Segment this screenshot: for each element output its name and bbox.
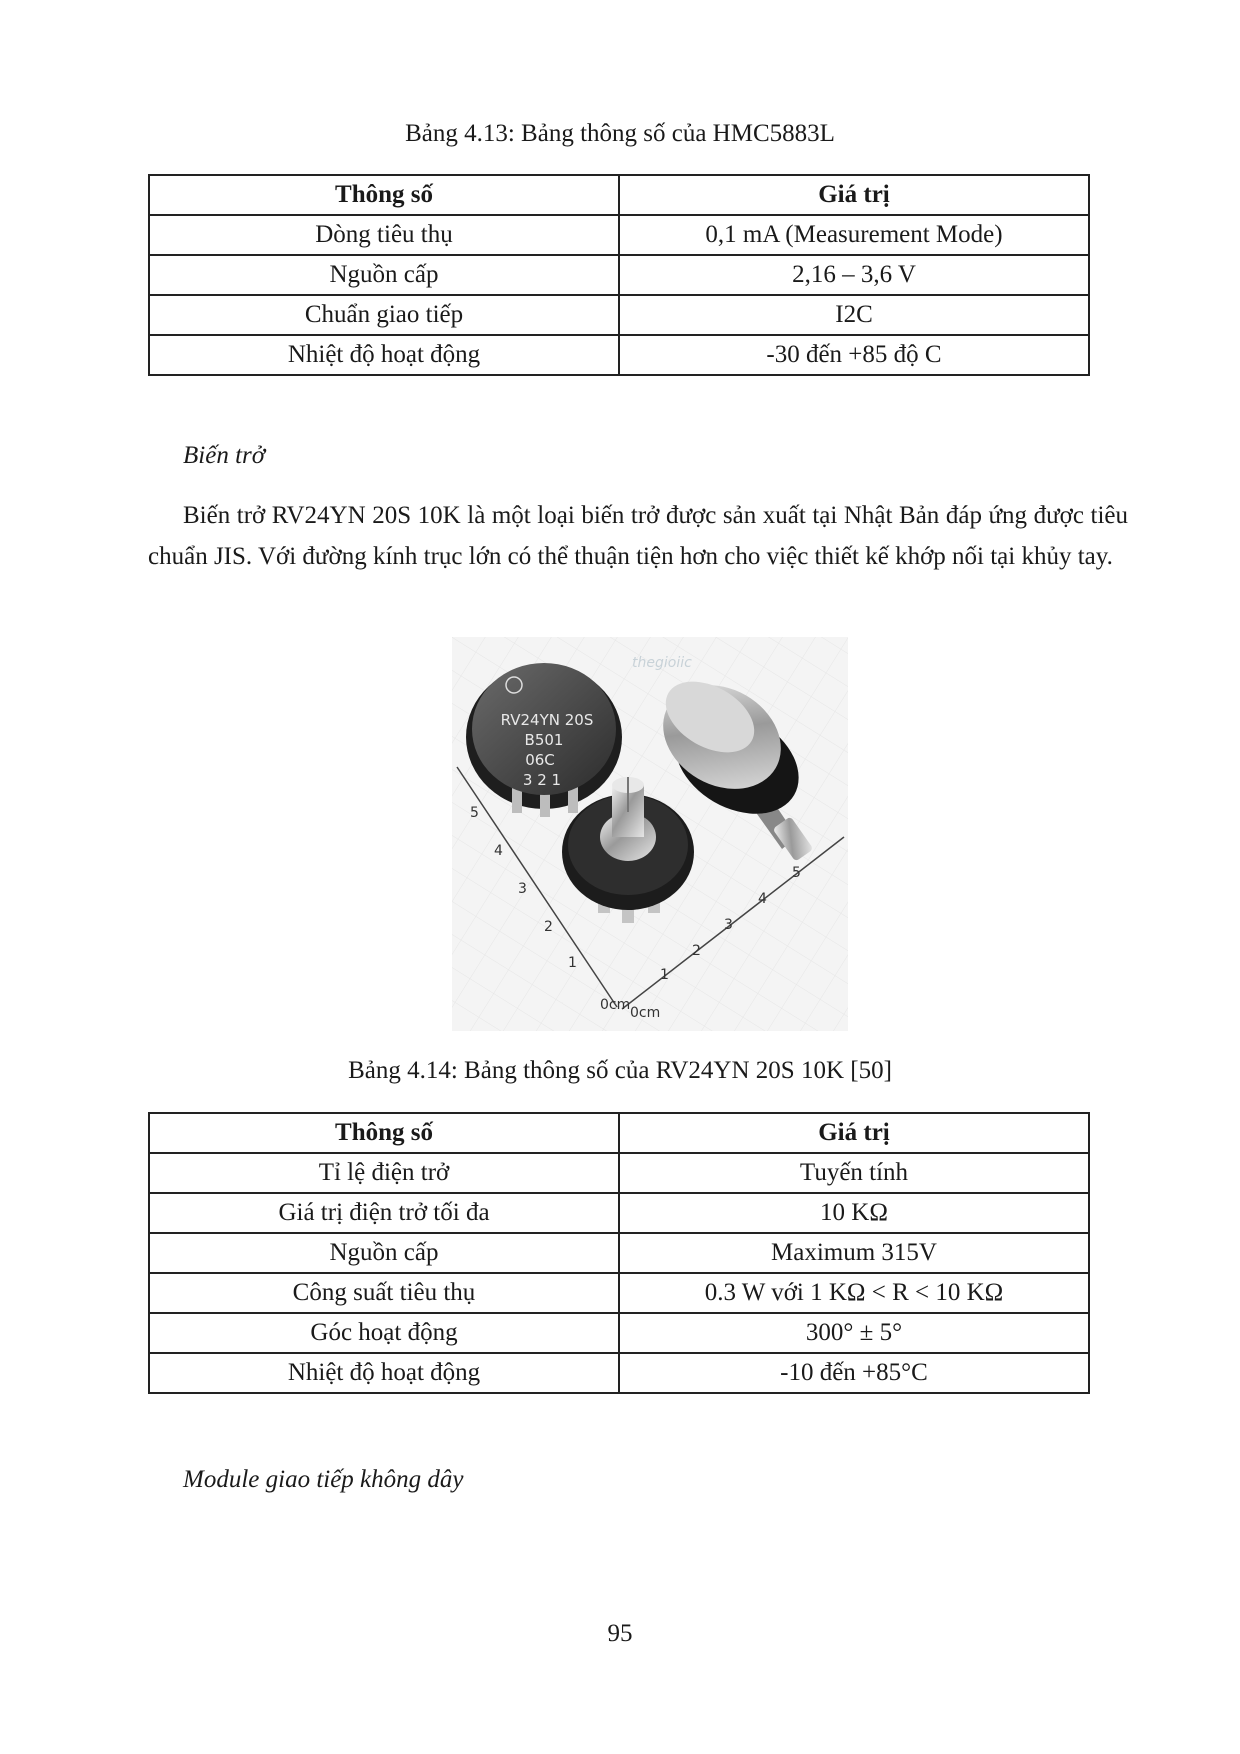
ruler-tick-label: 4 [758, 891, 767, 907]
value-cell: Tuyến tính [619, 1153, 1089, 1193]
param-cell: Nguồn cấp [149, 255, 619, 295]
value-cell: -10 đến +85°C [619, 1353, 1089, 1393]
table-row [149, 1273, 1089, 1313]
value-cell: I2C [619, 295, 1089, 335]
table-row [149, 1233, 1089, 1273]
param-cell: Nguồn cấp [149, 1233, 619, 1273]
pot-label-line: RV24YN 20S [500, 711, 594, 729]
param-cell: Nhiệt độ hoạt động [149, 335, 619, 375]
table-row [149, 1153, 1089, 1193]
watermark: thegioiic [632, 655, 692, 671]
section-heading-bien-tro: Biến trở [183, 442, 266, 469]
value-cell: 2,16 – 3,6 V [619, 255, 1089, 295]
table2 [148, 1112, 1090, 1394]
table-row [149, 1313, 1089, 1353]
param-cell: Nhiệt độ hoạt động [149, 1353, 619, 1393]
pot-label-line: 06C [525, 751, 555, 769]
value-cell: 300° ± 5° [619, 1313, 1089, 1353]
table-row [149, 1193, 1089, 1233]
table-row [149, 255, 1089, 295]
value-cell: 10 KΩ [619, 1193, 1089, 1233]
header-cell: Giá trị [619, 175, 1089, 215]
table-row [149, 295, 1089, 335]
table-row [149, 1353, 1089, 1393]
param-cell: Giá trị điện trở tối đa [149, 1193, 619, 1233]
param-cell: Dòng tiêu thụ [149, 215, 619, 255]
ruler-tick-label: 2 [692, 943, 701, 959]
ruler-tick-label: 1 [660, 967, 669, 983]
header-cell: Thông số [149, 175, 619, 215]
param-cell: Tỉ lệ điện trở [149, 1153, 619, 1193]
pot-label-line: B501 [524, 731, 564, 749]
param-cell: Chuẩn giao tiếp [149, 295, 619, 335]
ruler-tick-label: 0cm [630, 1005, 661, 1021]
table1 [148, 174, 1090, 376]
table-row [149, 215, 1089, 255]
param-cell: Góc hoạt động [149, 1313, 619, 1353]
value-cell: Maximum 315V [619, 1233, 1089, 1273]
value-cell: -30 đến +85 độ C [619, 335, 1089, 375]
ruler-tick-label: 5 [792, 865, 801, 881]
ruler-tick-label: 3 [518, 881, 527, 897]
value-cell: 0,1 mA (Measurement Mode) [619, 215, 1089, 255]
page-number: 95 [607, 1620, 633, 1647]
table1-caption: Bảng 4.13: Bảng thông số của HMC5883L [405, 120, 835, 147]
table-header-row [149, 1113, 1089, 1153]
table-header-row [149, 175, 1089, 215]
ruler-tick-label: 2 [544, 919, 553, 935]
ruler-tick-label: 5 [470, 805, 479, 821]
ruler-tick-label: 4 [494, 843, 503, 859]
section-heading-wireless-module: Module giao tiếp không dây [183, 1466, 464, 1493]
table2-caption: Bảng 4.14: Bảng thông số của RV24YN 20S 10K [50] [348, 1057, 892, 1084]
potentiometer-photo [452, 637, 848, 1031]
ruler-tick-label: 1 [568, 955, 577, 971]
header-cell: Thông số [149, 1113, 619, 1153]
table-row [149, 335, 1089, 375]
header-cell: Giá trị [619, 1113, 1089, 1153]
ruler-tick-label: 3 [724, 917, 733, 933]
body-paragraph: Biến trở RV24YN 20S 10K là một loại biến trở được sản xuất tại Nhật Bản đáp ứng được tiêu chuẩn JIS. Với đường kính trục lớn có thể thuận tiện hơn cho việc thiết kế khớp nối tại khủy tay. [148, 502, 1128, 570]
value-cell: 0.3 W với 1 KΩ < R < 10 KΩ [619, 1273, 1089, 1313]
ruler-tick-label: 0cm [600, 997, 631, 1013]
pot-label-line: 3 2 1 [522, 771, 562, 789]
param-cell: Công suất tiêu thụ [149, 1273, 619, 1313]
